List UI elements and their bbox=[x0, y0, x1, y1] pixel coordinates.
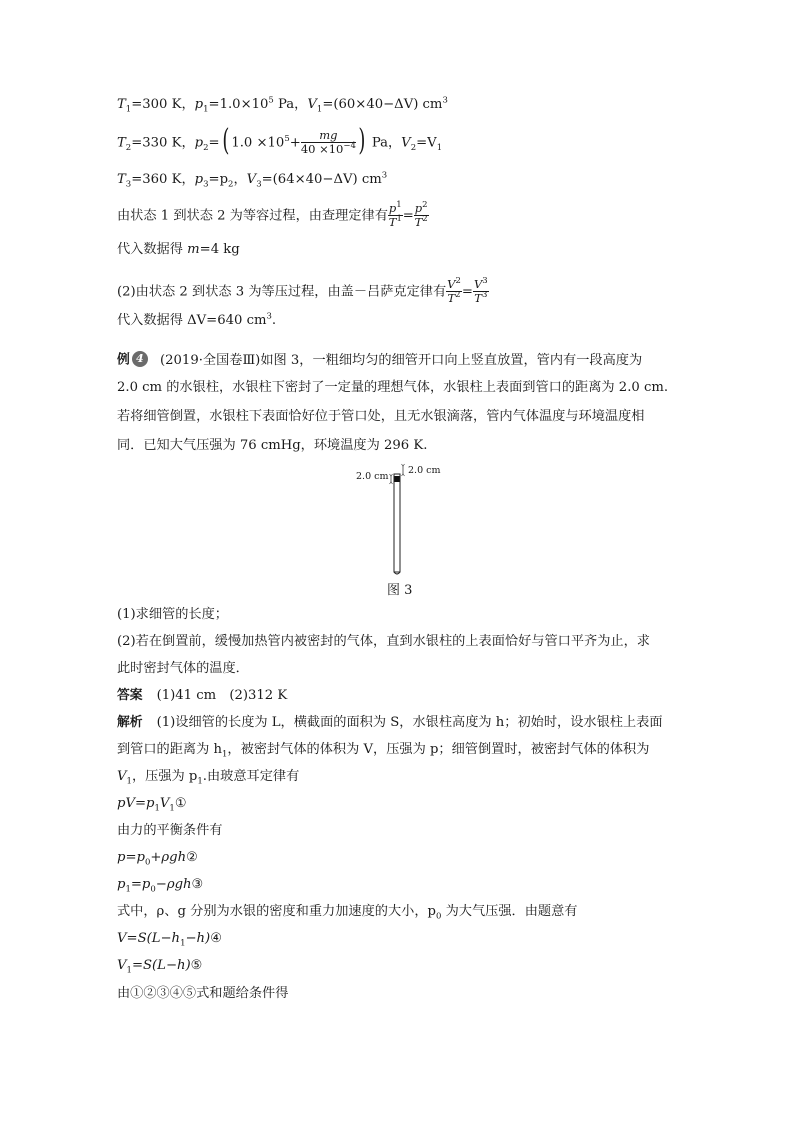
text: (2)由状态 2 到状态 3 为等压过程，由盖－吕萨克定律有 bbox=[117, 284, 447, 300]
sup: 3 bbox=[381, 170, 388, 181]
state2-line bbox=[117, 123, 443, 158]
text: 代入数据得 ΔV=640 cm bbox=[117, 313, 267, 328]
v-var: V bbox=[401, 135, 411, 151]
example-text: 同．已知大气压强为 76 cmHg，环境温度为 296 K. bbox=[117, 438, 428, 453]
eq-text: p bbox=[117, 877, 126, 892]
text: =V bbox=[416, 135, 437, 151]
analysis-label: 解析 bbox=[117, 715, 143, 730]
eq-tag: ④ bbox=[210, 931, 223, 946]
frac-num: p bbox=[414, 201, 423, 215]
tube-figure bbox=[353, 460, 443, 578]
text: Pa， bbox=[273, 97, 308, 112]
sub: 0 bbox=[150, 884, 156, 895]
analysis-line-2 bbox=[117, 742, 650, 760]
m-var: m bbox=[187, 242, 200, 257]
text: =4 kg bbox=[199, 242, 240, 257]
equation-4 bbox=[117, 931, 223, 949]
example-text: (2019·全国卷Ⅲ)如图 3，一粗细均匀的细管开口向上竖直放置，管内有一段高度为 bbox=[160, 352, 643, 368]
text: 到管口的距离为 h bbox=[117, 742, 222, 757]
sub: 2 bbox=[228, 179, 234, 190]
text: =(60×40−ΔV) cm bbox=[322, 97, 443, 112]
sub: 1 bbox=[125, 104, 132, 115]
sup: 3 bbox=[266, 311, 272, 322]
frac-num: mg bbox=[319, 127, 338, 142]
v-var: V bbox=[246, 172, 257, 187]
sup: 2 bbox=[455, 276, 461, 287]
figure-caption: 图 3 bbox=[387, 583, 413, 598]
sub: 0 bbox=[144, 857, 151, 868]
text: =330 K， bbox=[131, 135, 195, 151]
analysis-text: (1)设细管的长度为 L，横截面的面积为 S，水银柱高度为 h；初始时，设水银柱上表面 bbox=[156, 715, 663, 730]
fraction bbox=[414, 202, 429, 228]
equation-5 bbox=[117, 958, 203, 976]
example-text: 若将细管倒置，水银柱下表面恰好位于管口处，且无水银滴落，管内气体温度与环境温度相 bbox=[117, 409, 645, 424]
result1-line bbox=[117, 243, 240, 256]
example-line-1 bbox=[117, 352, 642, 368]
law1-line bbox=[117, 200, 429, 229]
text: 式中，ρ、g 分别为水银的密度和重力加速度的大小，p bbox=[117, 904, 436, 919]
frac-num: p bbox=[388, 201, 397, 215]
text: =(64×40−ΔV) cm bbox=[261, 172, 382, 187]
text: 1.0 ×10 bbox=[231, 135, 285, 151]
eq-tag: ② bbox=[186, 850, 198, 865]
question-2-cont: 此时密封气体的温度． bbox=[117, 661, 249, 676]
text: ， bbox=[233, 172, 247, 187]
right-paren: ) bbox=[358, 123, 366, 158]
sub: 1 bbox=[197, 776, 203, 787]
p-var: p bbox=[194, 172, 204, 187]
analysis-line-3 bbox=[117, 769, 300, 787]
t-var: T bbox=[117, 135, 126, 151]
sup: 3 bbox=[442, 95, 448, 106]
equation-1 bbox=[117, 796, 187, 814]
sub: 3 bbox=[125, 179, 132, 190]
sub: 1 bbox=[436, 143, 443, 154]
equation-3 bbox=[117, 877, 204, 895]
text: =300 K， bbox=[131, 97, 195, 112]
analysis-text: 由力的平衡条件有 bbox=[117, 823, 223, 838]
eq-text: =p bbox=[130, 877, 151, 892]
text: . bbox=[271, 313, 277, 328]
text: Pa， bbox=[367, 135, 402, 151]
v-var: V bbox=[117, 769, 127, 784]
fraction bbox=[473, 278, 489, 304]
sub: 1 bbox=[180, 938, 186, 949]
question-1: (1)求细管的长度； bbox=[117, 607, 228, 622]
figure-label-right: 2.0 cm bbox=[408, 465, 441, 476]
eq-tag: ① bbox=[174, 796, 187, 811]
sup: 1 bbox=[396, 200, 402, 211]
sup: 2 bbox=[422, 213, 428, 224]
text: = bbox=[402, 208, 414, 224]
tube-outline bbox=[394, 474, 400, 572]
text: 为大气压强．由题意有 bbox=[441, 904, 578, 919]
sup: 2 bbox=[455, 289, 461, 300]
state3-line bbox=[117, 170, 388, 190]
eq-text: −ρgh bbox=[155, 877, 192, 892]
answer-line bbox=[117, 689, 287, 703]
sub: 2 bbox=[203, 143, 209, 154]
frac-den: T bbox=[414, 214, 423, 229]
fraction bbox=[388, 202, 403, 228]
text: =p bbox=[208, 172, 229, 187]
sub: 3 bbox=[203, 179, 209, 190]
example-label: 例 bbox=[117, 352, 130, 368]
eq-text: V bbox=[159, 796, 170, 811]
example-text: 2.0 cm 的水银柱，水银柱下密封了一定量的理想气体，水银柱上表面到管口的距离为 2.0 cm. bbox=[117, 380, 669, 395]
frac-den: T bbox=[474, 290, 482, 305]
sub: 1 bbox=[125, 884, 131, 895]
eq-text: V bbox=[117, 958, 127, 973]
sup: −4 bbox=[343, 140, 356, 151]
sub: 0 bbox=[435, 911, 442, 922]
sup: 5 bbox=[284, 134, 290, 145]
eq-tag: ⑤ bbox=[190, 958, 203, 973]
sup: 3 bbox=[482, 276, 488, 287]
result2-line bbox=[117, 311, 277, 328]
state1-line bbox=[117, 95, 448, 115]
law2-line bbox=[117, 276, 489, 305]
sup: 5 bbox=[268, 95, 274, 106]
text: .由玻意耳定律有 bbox=[202, 769, 300, 784]
analysis-text: 由①②③④⑤式和题给条件得 bbox=[117, 986, 289, 1001]
text: = bbox=[461, 284, 473, 300]
fraction bbox=[446, 278, 462, 304]
eq-text: V=S(L−h bbox=[117, 931, 181, 946]
v-var: V bbox=[307, 97, 317, 112]
eq-text: =S(L−h) bbox=[131, 958, 191, 973]
frac-den: 40 ×10 bbox=[300, 141, 344, 156]
eq-tag: ③ bbox=[191, 877, 204, 892]
text: =1.0×10 bbox=[208, 97, 269, 112]
text: 代入数据得 bbox=[117, 242, 188, 257]
eq-text: pV=p bbox=[117, 796, 155, 811]
equation-2 bbox=[117, 850, 198, 868]
sub: 1 bbox=[169, 803, 175, 814]
sup: 2 bbox=[422, 200, 428, 211]
t-var: T bbox=[117, 172, 126, 187]
answer-text: (1)41 cm (2)312 K bbox=[156, 688, 288, 703]
sup: 3 bbox=[481, 289, 488, 300]
figure-label-left: 2.0 cm bbox=[356, 471, 389, 482]
frac-den: T bbox=[447, 290, 456, 305]
eq-text: p=p bbox=[117, 850, 145, 865]
frac-num: V bbox=[447, 277, 456, 291]
sub: 1 bbox=[126, 965, 132, 976]
text: ，被密封气体的体积为 V，压强为 p；细管倒置时，被密封气体的体积为 bbox=[227, 742, 650, 757]
sub: 1 bbox=[203, 104, 209, 115]
sub: 1 bbox=[154, 803, 160, 814]
text: ，压强为 p bbox=[131, 769, 198, 784]
eq-text: +ρgh bbox=[150, 850, 187, 865]
sub: 2 bbox=[410, 143, 417, 154]
question-2: (2)若在倒置前，缓慢加热管内被密封的气体，直到水银柱的上表面恰好与管口平齐为止，求 bbox=[117, 634, 650, 649]
sub: 1 bbox=[126, 776, 132, 787]
analysis-line-1 bbox=[117, 716, 663, 730]
p-var: p bbox=[194, 135, 204, 151]
frac-num: V bbox=[473, 277, 483, 291]
sup: 1 bbox=[396, 213, 402, 224]
text: 由状态 1 到状态 2 为等容过程，由查理定律有 bbox=[117, 208, 388, 224]
t-var: T bbox=[117, 97, 126, 112]
sub: 1 bbox=[222, 749, 228, 760]
example-number-badge: 4 bbox=[132, 351, 148, 367]
answer-label: 答案 bbox=[117, 688, 143, 703]
text: + bbox=[289, 135, 301, 151]
sub: 2 bbox=[125, 143, 132, 154]
mercury-column bbox=[395, 476, 400, 482]
left-paren: ( bbox=[221, 123, 229, 158]
frac-den: T bbox=[388, 214, 397, 229]
p-var: p bbox=[194, 97, 204, 112]
analysis-line-text3 bbox=[117, 904, 578, 922]
sub: 1 bbox=[316, 104, 323, 115]
text: =360 K， bbox=[131, 172, 195, 187]
eq-text: −h) bbox=[185, 931, 211, 946]
mass-fraction bbox=[301, 129, 356, 155]
text: = bbox=[208, 135, 220, 151]
sub: 3 bbox=[256, 179, 262, 190]
